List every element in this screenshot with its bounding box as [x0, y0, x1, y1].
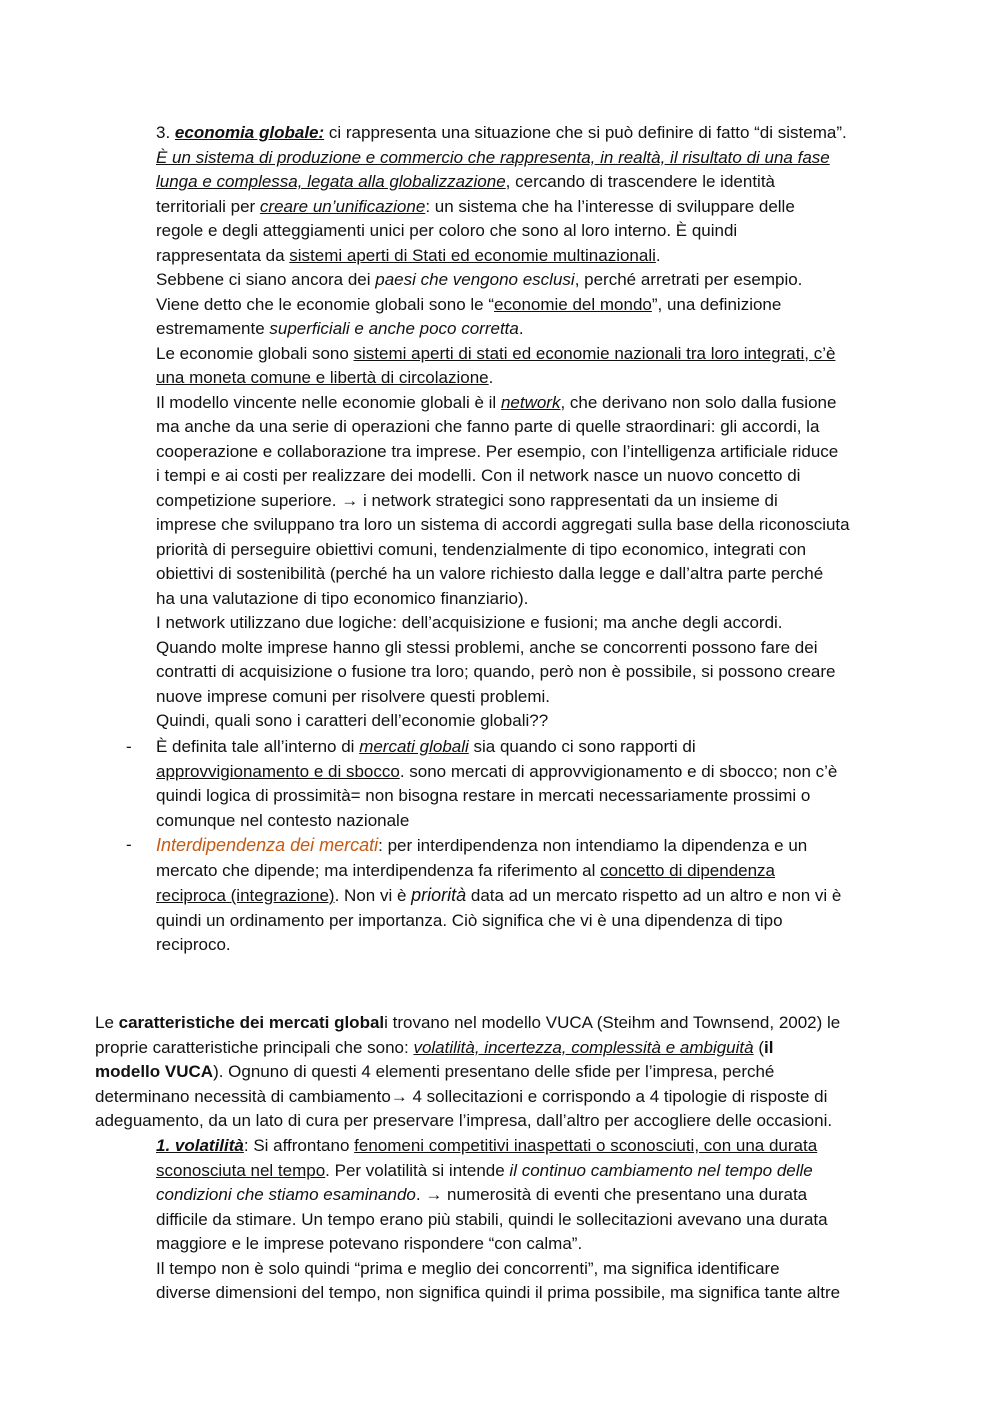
text-line: [156, 660, 916, 685]
text-span: imprese che sviluppano tra loro un sistema di accordi aggregati sulla base della riconosciuta: [156, 515, 850, 534]
text-span: , cercando di trascendere le identità: [505, 172, 775, 191]
text-span: maggiore e le imprese potevano rispondere “con calma”.: [156, 1234, 583, 1253]
text-span: quindi un ordinamento per importanza. Ciò significa che vi è una dipendenza di tipo: [156, 910, 783, 930]
section-volatilita: [156, 1134, 916, 1306]
text-span: condizioni che stiamo esaminando: [156, 1185, 416, 1204]
text-span: nuove imprese comuni per risolvere questi problemi.: [156, 686, 551, 706]
text-line: [156, 1134, 916, 1159]
text-span: una moneta comune e libertà di circolazione: [156, 368, 489, 387]
text-span: difficile da stimare. Un tempo erano più stabili, quindi le sollecitazioni avevano una durata: [156, 1209, 828, 1229]
text-line: [156, 1281, 916, 1306]
text-span: estremamente: [156, 319, 270, 338]
arrow-icon: →: [390, 1086, 408, 1106]
text-span: i tempi e ai costi per realizzare dei modelli. Con il network nasce un nuovo concetto di: [156, 466, 801, 485]
text-line: [156, 464, 916, 489]
text-span: : per interdipendenza non intendiamo la dipendenza e un: [378, 836, 808, 855]
text-span: Il modello vincente nelle economie globali è il: [156, 392, 501, 412]
text-span: proprie caratteristiche principali che sono:: [95, 1037, 414, 1057]
text-line: [156, 587, 916, 612]
text-line: [156, 219, 916, 244]
text-span: il: [764, 1037, 774, 1057]
text-line: [156, 933, 916, 958]
text-line: [156, 735, 916, 760]
text-span: volatilità, incertezza, complessità e ambiguità: [413, 1037, 754, 1057]
text-span: obiettivi di sostenibilità (perché ha un valore richiesto dalla legge e dall’altra parte perché: [156, 564, 824, 583]
text-span: Le economie globali sono: [156, 343, 354, 363]
text-span: modello VUCA: [95, 1062, 214, 1081]
text-span: : un sistema che ha l’interesse di sviluppare delle: [425, 196, 795, 216]
text-span: ha una valutazione di tipo economico finanziario).: [156, 588, 529, 608]
text-span: . Per volatilità si intende: [325, 1160, 510, 1180]
text-span: ”, una definizione: [651, 294, 782, 314]
text-span: economie del mondo: [494, 294, 652, 314]
text-line: [156, 611, 916, 636]
text-line: [156, 809, 916, 834]
text-line: [156, 244, 916, 269]
text-span: Sebbene ci siano ancora dei: [156, 270, 376, 289]
text-span: rappresentata da: [156, 245, 290, 265]
text-line: [156, 859, 916, 884]
text-span: sconosciuta nel tempo: [156, 1160, 326, 1180]
vuca-paragraph: [95, 1011, 915, 1134]
text-span: reciproco.: [156, 935, 231, 954]
text-span: , perché arretrati per esempio.: [574, 270, 803, 289]
text-line: [156, 833, 916, 859]
arrow-icon: →: [341, 490, 359, 510]
text-span: reciproca (integrazione): [156, 886, 335, 905]
text-span: .: [488, 368, 494, 387]
text-span: i trovano nel modello VUCA (Steihm and Townsend, 2002) le: [384, 1013, 841, 1032]
text-span: concetto di dipendenza: [600, 860, 776, 880]
text-span: quindi logica di prossimità= non bisogna restare in mercati necessariamente prossimi o: [156, 786, 811, 805]
list-item: [126, 735, 916, 833]
text-line: [156, 170, 916, 195]
text-span: fenomeni competitivi inaspettati o sconosciuti, con una durata: [354, 1136, 818, 1155]
text-line: [95, 1011, 915, 1036]
heading-volatilita: 1. volatilità: [156, 1136, 244, 1155]
text-line: [156, 1232, 916, 1257]
text-line: [156, 538, 916, 563]
text-line: [156, 195, 916, 220]
text-span: ci rappresenta una situazione che si può definire di fatto “di sistema”.: [324, 123, 847, 142]
section-economia-globale: [156, 121, 916, 734]
text-line: [95, 1085, 915, 1110]
text-span: .: [518, 319, 524, 338]
text-line: [156, 415, 916, 440]
text-span: . Non vi è: [334, 886, 412, 905]
text-span: ). Ognuno di questi 4 elementi presentano delle sfide per l’impresa, perché: [213, 1062, 775, 1081]
text-line: [156, 709, 916, 734]
text-span: ma anche da una serie di operazioni che fanno parte di quelle straordinari: gli accordi, la: [156, 417, 820, 436]
text-span: territoriali per: [156, 196, 260, 216]
text-span: contratti di acquisizione o fusione tra loro; quando, però non è possibile, si possono creare: [156, 662, 836, 681]
text-span: i network strategici sono rappresentati da un insieme di: [358, 490, 778, 510]
text-span: mercati globali: [359, 737, 469, 756]
highlight-term: Interdipendenza dei mercati: [156, 835, 379, 855]
text-line: [156, 513, 916, 538]
text-span: Il tempo non è solo quindi “prima e meglio dei concorrenti”, ma significa identificare: [156, 1258, 780, 1278]
text-line: [156, 784, 916, 809]
text-span: priorità di perseguire obiettivi comuni, tendenzialmente di tipo economico, integrati con: [156, 539, 807, 559]
text-span: sistemi aperti di stati ed economie nazionali tra loro integrati, c’è: [353, 343, 836, 363]
text-span: creare un’unificazione: [259, 196, 426, 216]
text-line: [156, 317, 916, 342]
text-span: numerosità di eventi che presentano una durata: [442, 1185, 808, 1204]
text-span: network: [500, 392, 561, 412]
text-span: paesi che vengono esclusi: [375, 270, 575, 289]
text-line: [156, 366, 916, 391]
text-span: . sono mercati di approvvigionamento e di sbocco; non c’è: [399, 761, 838, 781]
text-line: [156, 146, 916, 171]
text-line: [156, 293, 916, 318]
text-span: 3.: [156, 123, 175, 142]
text-span: I network utilizzano due logiche: dell’acquisizione e fusioni; ma anche degli accordi.: [156, 613, 783, 632]
text-span: : Si affrontano: [243, 1136, 355, 1155]
text-span: sistemi aperti di Stati ed economie multinazionali: [289, 245, 656, 265]
arrow-icon: →: [425, 1185, 443, 1204]
text-span: diverse dimensioni del tempo, non significa quindi il prima possibile, ma significa tante altre: [156, 1283, 841, 1302]
list-item: [126, 833, 916, 958]
text-span: cooperazione e collaborazione tra imprese. Per esempio, con l’intelligenza artificiale riduce: [156, 441, 839, 461]
text-span: .: [655, 245, 661, 265]
text-span: caratteristiche dei mercati global: [118, 1013, 385, 1032]
text-span: .: [415, 1185, 426, 1204]
text-span: comunque nel contesto nazionale: [156, 810, 410, 830]
heading-economia-globale: economia globale:: [174, 123, 325, 142]
text-span: sia quando ci sono rapporti di: [468, 737, 696, 756]
text-span: Quindi, quali sono i caratteri dell’economie globali??: [156, 711, 549, 730]
text-line: [156, 760, 916, 785]
text-span: adeguamento, da un lato di cura per preservare l’impresa, dall’altro per accogliere delle occasioni.: [95, 1111, 833, 1130]
text-line: [156, 1159, 916, 1184]
bullet-dash: -: [126, 835, 132, 854]
text-span: mercato che dipende; ma interdipendenza fa riferimento al: [156, 860, 601, 880]
text-span: superficiali e anche poco corretta: [269, 319, 519, 338]
text-line: [95, 1109, 915, 1134]
text-span: , che derivano non solo dalla fusione: [560, 392, 837, 412]
text-span: Quando molte imprese hanno gli stessi problemi, anche se concorrenti possono fare dei: [156, 637, 818, 657]
text-span: regole e degli atteggiamenti unici per coloro che sono al loro interno. È quindi: [156, 221, 738, 240]
text-line: [156, 1208, 916, 1233]
text-span: (: [753, 1037, 764, 1057]
text-span: 4 sollecitazioni e corrispondo a 4 tipologie di risposte di: [407, 1086, 828, 1106]
text-line: [156, 342, 916, 367]
text-line: [156, 562, 916, 587]
text-line: [156, 440, 916, 465]
text-span: Le: [95, 1013, 119, 1032]
bullet-dash: -: [126, 737, 132, 756]
text-line: [156, 883, 916, 909]
text-line: [95, 1036, 915, 1061]
text-line: [156, 121, 916, 146]
text-span: il continuo cambiamento nel tempo delle: [509, 1160, 813, 1180]
text-line: [156, 685, 916, 710]
text-line: [156, 268, 916, 293]
text-line: [156, 391, 916, 416]
text-line: [95, 1060, 915, 1085]
text-line: [156, 1183, 916, 1208]
text-span: data ad un mercato rispetto ad un altro e non vi è: [466, 886, 842, 905]
text-line: [156, 909, 916, 934]
text-span: lunga e complessa, legata alla globalizzazione: [156, 172, 506, 191]
text-span: È un sistema di produzione e commercio che rappresenta, in realtà, il risultato di una fase: [156, 147, 830, 167]
text-line: [156, 1257, 916, 1282]
text-span: È definita tale all’interno di: [156, 737, 360, 756]
text-span: Viene detto che le economie globali sono le “: [156, 294, 495, 314]
text-span: determinano necessità di cambiamento: [95, 1086, 391, 1106]
text-span: approvvigionamento e di sbocco: [156, 761, 400, 781]
text-span: priorità: [411, 885, 467, 905]
text-span: competizione superiore.: [156, 490, 342, 510]
text-line: [156, 489, 916, 514]
bullet-list: [126, 735, 916, 958]
text-line: [156, 636, 916, 661]
